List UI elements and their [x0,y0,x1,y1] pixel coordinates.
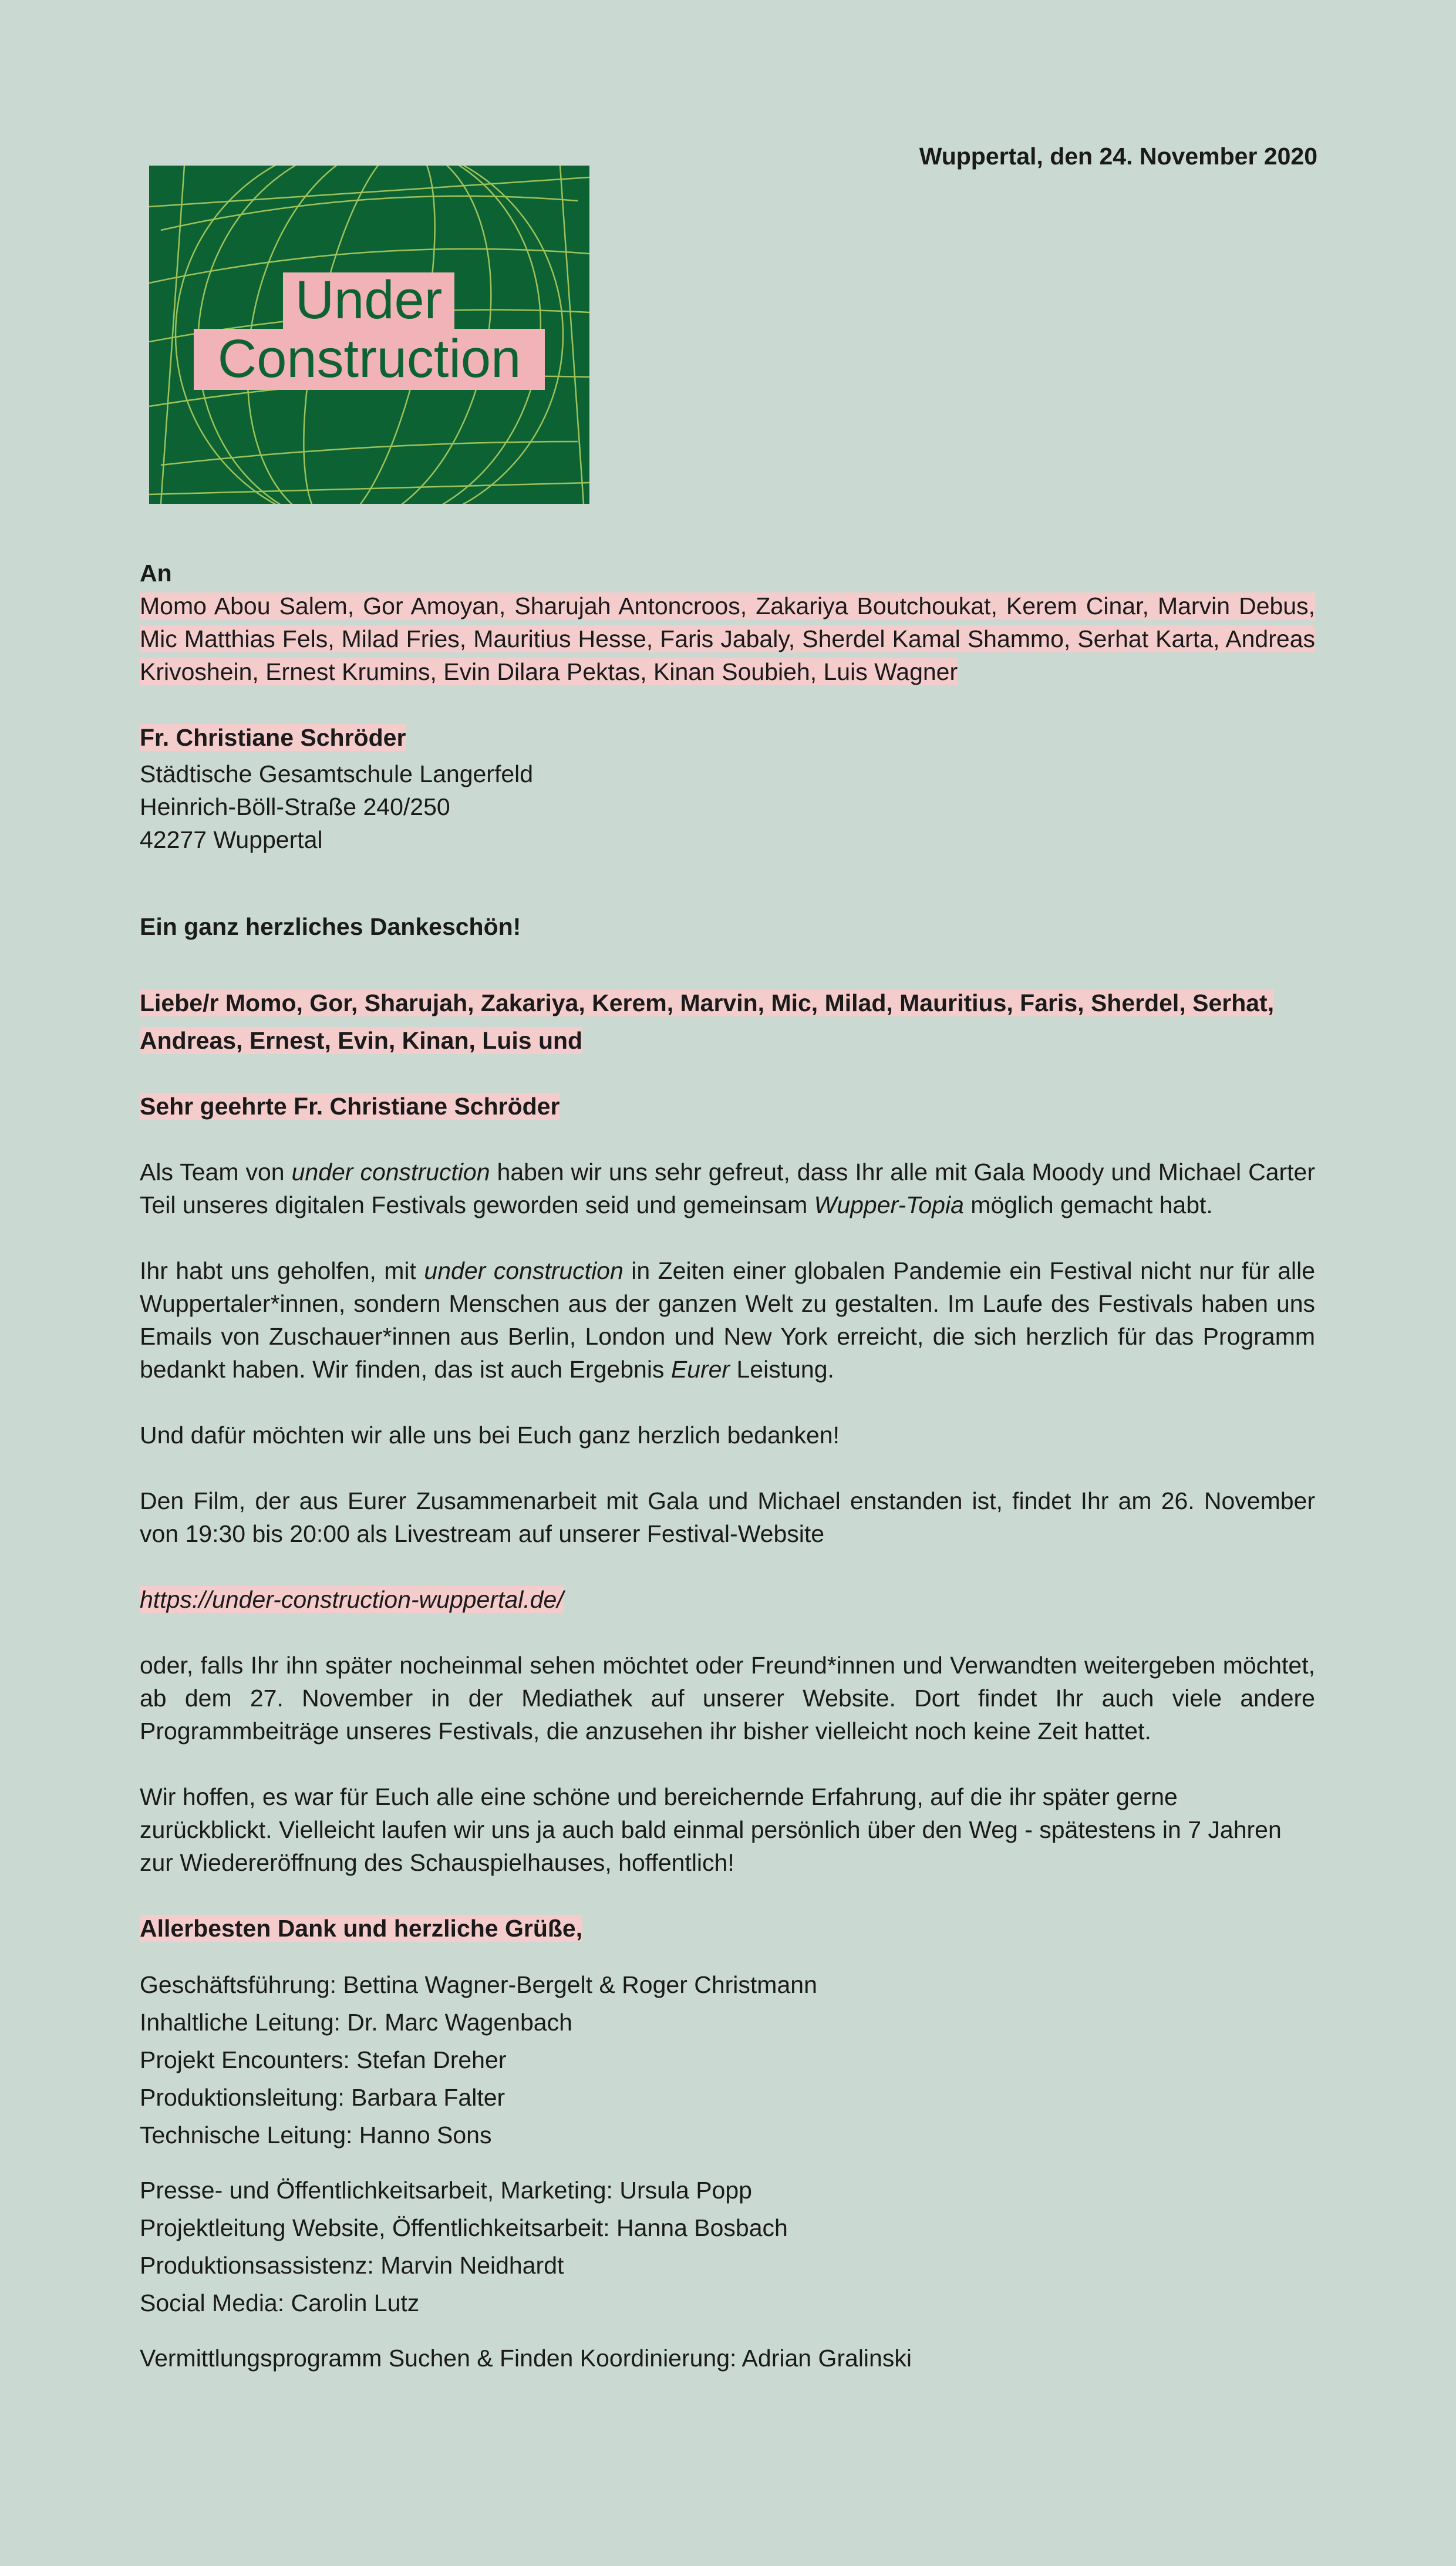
paragraph-6: Wir hoffen, es war für Euch alle eine schöne und bereichernde Erfahrung, auf die ihr später gerne zurückblickt. Vielleicht laufen wir uns ja auch bald einmal persönlich über den Weg - spätestens in 7 Jahren zur Wiedereröffnung des Schauspielhauses, hoffentlich! [140,1783,1282,1876]
salutation-formal: Sehr geehrte Fr. Christiane Schröder [140,1093,560,1120]
paragraph-3: Und dafür möchten wir alle uns bei Euch ganz herzlich bedanken! [140,1422,840,1449]
letter-body [140,557,1315,2377]
p1-text-c: haben wir uns sehr gefreut, dass Ihr alle mit Gala Moody und Michael Carter Teil unseres digitalen Festivals geworden seid und gemeinsam [140,1159,1315,1218]
address-school: Städtische Gesamtschule Langerfeld [140,760,534,787]
credit-line: Produktionsleitung: Barbara Falter [140,2084,505,2111]
salutation2-block [140,1090,1315,1123]
paragraph-1 [140,1156,1315,1221]
credit-line: Geschäftsführung: Bettina Wagner-Bergelt & Roger Christmann [140,1971,817,1998]
p2-italic-d: Eurer [670,1356,730,1383]
credit-line: Technische Leitung: Hanno Sons [140,2122,492,2149]
letter-subject: Ein ganz herzliches Dankeschön! [140,913,521,940]
closing-line: Allerbesten Dank und herzliche Grüße, [140,1915,583,1942]
credits-group-1 [140,1966,1315,2154]
festival-website-link[interactable]: https://under-construction-wuppertal.de/ [140,1586,564,1613]
recipient-address [140,757,1315,856]
credit-line: Produktionsassistenz: Marvin Neidhardt [140,2252,564,2279]
letter-date: Wuppertal, den 24. November 2020 [919,143,1317,170]
under-construction-logo [149,166,589,504]
logo-line2: Construction [217,329,521,389]
paragraph-4: Den Film, der aus Eurer Zusammenarbeit mit Gala und Michael enstanden ist, findet Ihr am 26. November von 19:30 bis 20:00 als Livestream auf unserer Festival-Website [140,1487,1315,1547]
credit-line: Vermittlungsprogramm Suchen & Finden Koordinierung: Adrian Gralinski [140,2345,912,2372]
credits-group-2 [140,2171,1315,2322]
p1-italic-b: under construction [291,1159,490,1186]
recipient-contact-block [140,721,1315,754]
p1-text-a: Als Team von [140,1159,292,1186]
p2-text-a: Ihr habt uns geholfen, mit [140,1257,424,1284]
credit-line: Presse- und Öffentlichkeitsarbeit, Marketing: Ursula Popp [140,2177,752,2204]
salutation-names: Liebe/r Momo, Gor, Sharujah, Zakariya, Kerem, Marvin, Mic, Milad, Mauritius, Faris, Sherdel, Serhat, Andreas, Ernest, Evin, Kinan, Luis und [140,989,1275,1054]
recipient-contact: Fr. Christiane Schröder [140,724,406,751]
recipient-names-block [140,590,1315,688]
credits-group-3 [140,2339,1315,2377]
credit-line: Inhaltliche Leitung: Dr. Marc Wagenbach [140,2009,572,2036]
p2-text-e: Leistung. [730,1356,834,1383]
logo-line1: Under [295,270,443,330]
credit-line: Social Media: Carolin Lutz [140,2289,420,2316]
salutation-block [140,984,1315,1059]
festival-link-block [140,1583,1315,1616]
paragraph-5: oder, falls Ihr ihn später nocheinmal sehen möchtet oder Freund*innen und Verwandten weitergeben möchtet, ab dem 27. November in der Mediathek auf unserer Website. Dort findet Ihr auch viele andere Programmbeiträge unseres Festivals, die anzusehen ihr bisher vielleicht noch keine Zeit hattet. [140,1652,1315,1745]
p1-text-e: möglich gemacht habt. [963,1191,1213,1218]
recipient-label: An [140,560,172,587]
address-street: Heinrich-Böll-Straße 240/250 [140,793,450,820]
credit-line: Projekt Encounters: Stefan Dreher [140,2046,507,2073]
p2-text-c: in Zeiten einer globalen Pandemie ein Festival nicht nur für alle Wuppertaler*innen, sondern Menschen aus der ganzen Welt zu gestalten. Im Laufe des Festivals haben uns Emails von Zuschauer*innen aus Berlin, London und New York erreicht, die sich herzlich für das Programm bedankt haben. Wir finden, das ist auch Ergebnis [140,1257,1316,1383]
closing-block [140,1912,1315,1945]
paragraph-2 [140,1254,1315,1386]
recipient-names: Momo Abou Salem, Gor Amoyan, Sharujah Antoncroos, Zakariya Boutchoukat, Kerem Cinar, Marvin Debus, Mic Matthias Fels, Milad Fries, Mauritius Hesse, Faris Jabaly, Sherdel Kamal Shammo, Serhat Karta, Andreas Krivoshein, Ernest Krumins, Evin Dilara Pektas, Kinan Soubieh, Luis Wagner [140,592,1315,685]
p2-italic-b: under construction [424,1257,623,1284]
p1-italic-d: Wupper-Topia [814,1191,964,1218]
address-city: 42277 Wuppertal [140,826,323,853]
credit-line: Projektleitung Website, Öffentlichkeitsarbeit: Hanna Bosbach [140,2214,788,2241]
